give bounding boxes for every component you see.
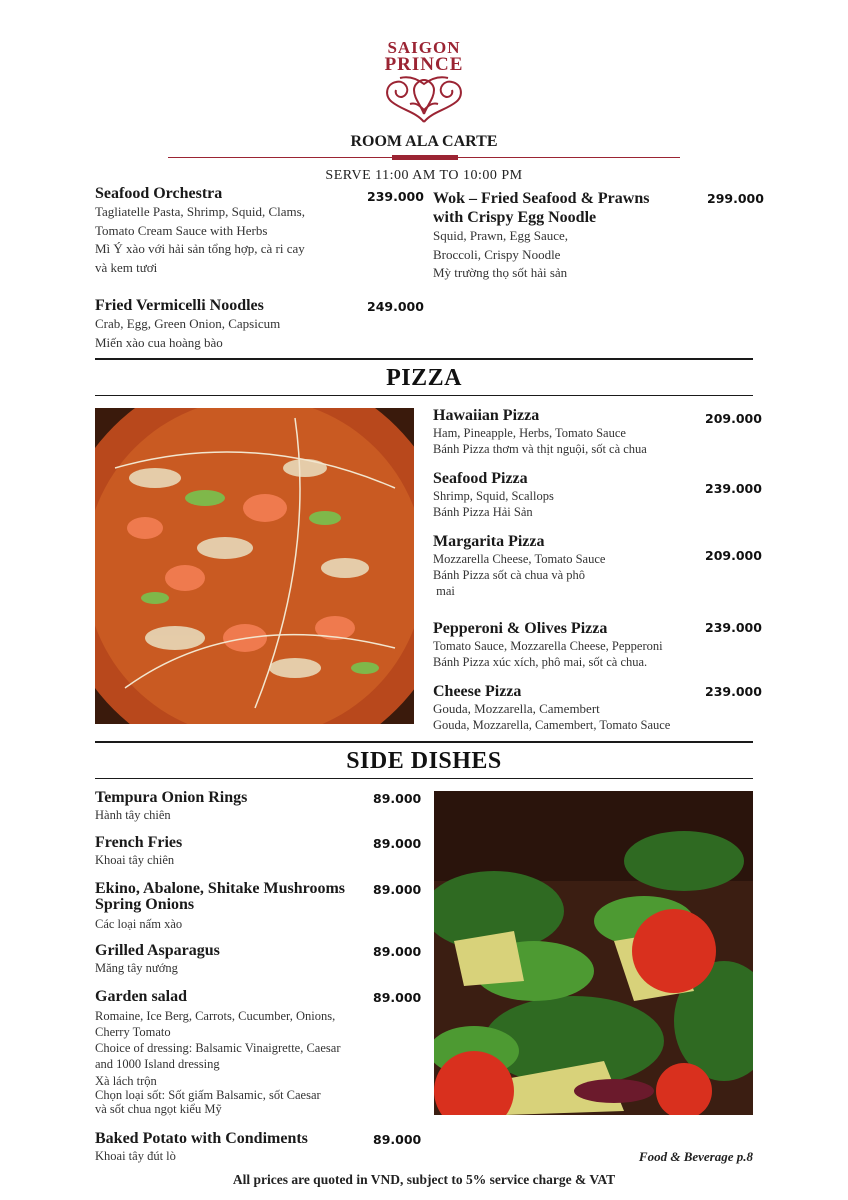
menu-item-french-fries	[95, 833, 375, 868]
dish-name: Fried Vermicelli Noodles	[95, 297, 264, 314]
dish-price: 249.000	[367, 299, 424, 314]
dish-desc-vi: Chọn loại sốt: Sốt giấm Balsamic, sốt Caesar	[95, 1088, 321, 1102]
dish-name: Seafood Orchestra	[95, 185, 223, 202]
dish-desc: Hành tây chiên	[95, 808, 171, 822]
dish-desc: Các loại nấm xào	[95, 917, 183, 931]
dish-desc-en: Squid, Prawn, Egg Sauce,	[433, 228, 569, 243]
dish-name: Tempura Onion Rings	[95, 789, 248, 806]
dish-price: 209.000	[705, 548, 762, 563]
menu-item-tempura-onion-rings	[95, 788, 375, 823]
dish-name: Cheese Pizza	[433, 683, 522, 700]
dish-desc-en: Crab, Egg, Green Onion, Capsicum	[95, 316, 281, 331]
page-number: Food & Beverage p.8	[638, 1149, 753, 1164]
dish-desc: Choice of dressing: Balsamic Vinaigrette, Caesar	[95, 1041, 341, 1055]
dish-desc-en: Gouda, Mozzarella, Camembert	[433, 701, 600, 716]
menu-item-grilled-asparagus	[95, 941, 375, 976]
dish-name: with Crispy Egg Noodle	[433, 209, 597, 226]
menu-item-margarita-pizza	[433, 532, 703, 599]
dish-desc-vi: Bánh Pizza thơm và thịt nguội, sốt cà chua	[433, 442, 647, 456]
section-title-pizza: PIZZA	[386, 365, 462, 391]
dish-price: 239.000	[705, 481, 762, 496]
dish-name: Ekino, Abalone, Shitake Mushrooms	[95, 880, 345, 897]
dish-price: 299.000	[707, 191, 764, 206]
brand-line-2: PRINCE	[384, 54, 464, 75]
dish-desc-vi: Mì Ý xào với hải sản tổng hợp, cà ri cay	[95, 241, 305, 256]
dish-desc: Măng tây nướng	[95, 961, 178, 975]
dish-desc-vi: mai	[433, 584, 455, 598]
serve-hours: SERVE 11:00 AM TO 10:00 PM	[325, 168, 523, 183]
dish-desc-en: Shrimp, Squid, Scallops	[433, 489, 554, 503]
dish-name: Pepperoni & Olives Pizza	[433, 620, 608, 637]
section-rule	[95, 778, 753, 779]
dish-desc-en: Mozzarella Cheese, Tomato Sauce	[433, 552, 606, 566]
dish-desc-vi: Miến xào cua hoàng bào	[95, 334, 223, 350]
brand-line-1: SAIGON	[387, 38, 461, 57]
dish-desc-vi: và kem tươi	[95, 259, 158, 275]
dish-name: Hawaiian Pizza	[433, 407, 540, 424]
menu-item-wok-fried-seafood	[433, 189, 703, 283]
menu-item-seafood-pizza	[433, 469, 703, 520]
section-rule	[95, 741, 753, 743]
menu-item-garden-salad	[95, 987, 395, 1116]
dish-price: 239.000	[367, 189, 424, 204]
dish-desc-en: Ham, Pineapple, Herbs, Tomato Sauce	[433, 426, 626, 440]
dish-name: Margarita Pizza	[433, 533, 545, 550]
dish-price: 89.000	[373, 836, 422, 851]
menu-item-cheese-pizza	[433, 682, 713, 733]
dish-desc-en: Tomato Cream Sauce with Herbs	[95, 222, 268, 238]
dish-price: 239.000	[705, 620, 762, 635]
dish-desc-vi: Gouda, Mozzarella, Camembert, Tomato Sauce	[433, 718, 671, 732]
header-divider-accent	[392, 155, 458, 160]
dish-price: 89.000	[373, 882, 422, 897]
dish-desc-en: Tagliatelle Pasta, Shrimp, Squid, Clams,	[95, 204, 305, 219]
dish-desc: and 1000 Island dressing	[95, 1057, 220, 1071]
dish-name: Seafood Pizza	[433, 470, 528, 487]
dish-desc-vi: và sốt chua ngọt kiểu Mỹ	[95, 1102, 222, 1116]
price-note: All prices are quoted in VND, subject to 5% service charge & VAT	[232, 1172, 616, 1187]
section-title-side-dishes: SIDE DISHES	[346, 748, 502, 774]
dish-price: 239.000	[705, 684, 762, 699]
brand-logo	[0, 40, 848, 74]
dish-desc: Romaine, Ice Berg, Carrots, Cucumber, Onions,	[95, 1009, 336, 1023]
menu-item-baked-potato	[95, 1129, 375, 1164]
dish-desc-en: Tomato Sauce, Mozzarella Cheese, Pepperoni	[433, 639, 663, 653]
dish-desc-vi: Bánh Pizza xúc xích, phô mai, sốt cà chua.	[433, 655, 648, 669]
dish-price: 89.000	[373, 1132, 422, 1147]
dish-name: Baked Potato with Condiments	[95, 1130, 308, 1147]
dish-desc: Cherry Tomato	[95, 1025, 171, 1039]
salad-photo	[434, 791, 753, 1115]
dish-name: Garden salad	[95, 988, 188, 1005]
dish-name: Grilled Asparagus	[95, 942, 220, 959]
dish-desc-vi: Bánh Pizza Hải Sản	[433, 505, 533, 519]
dish-name: Spring Onions	[95, 896, 195, 913]
menu-item-pepperoni-olives-pizza	[433, 619, 713, 670]
dish-price: 89.000	[373, 791, 422, 806]
section-rule	[95, 395, 753, 396]
dish-desc: Khoai tây chiên	[95, 853, 175, 867]
room-title: ROOM ALA CARTE	[350, 133, 498, 150]
dish-desc-vi: Xà lách trộn	[95, 1074, 157, 1088]
dish-price: 209.000	[705, 411, 762, 426]
brand-emblem-icon	[380, 74, 468, 124]
dish-desc-vi: Bánh Pizza sốt cà chua và phô	[433, 568, 586, 582]
menu-item-ekino-abalone-mushrooms	[95, 879, 375, 932]
dish-name: Wok – Fried Seafood & Prawns	[433, 190, 650, 207]
dish-desc-vi: Mỳ trường thọ sốt hải sản	[433, 265, 568, 280]
pizza-photo	[95, 408, 414, 724]
dish-desc: Khoai tây đút lò	[95, 1149, 176, 1163]
menu-item-hawaiian-pizza	[433, 406, 703, 457]
dish-price: 89.000	[373, 990, 422, 1005]
dish-desc-en: Broccoli, Crispy Noodle	[433, 246, 561, 262]
dish-name: French Fries	[95, 834, 183, 851]
dish-price: 89.000	[373, 944, 422, 959]
section-rule	[95, 358, 753, 360]
